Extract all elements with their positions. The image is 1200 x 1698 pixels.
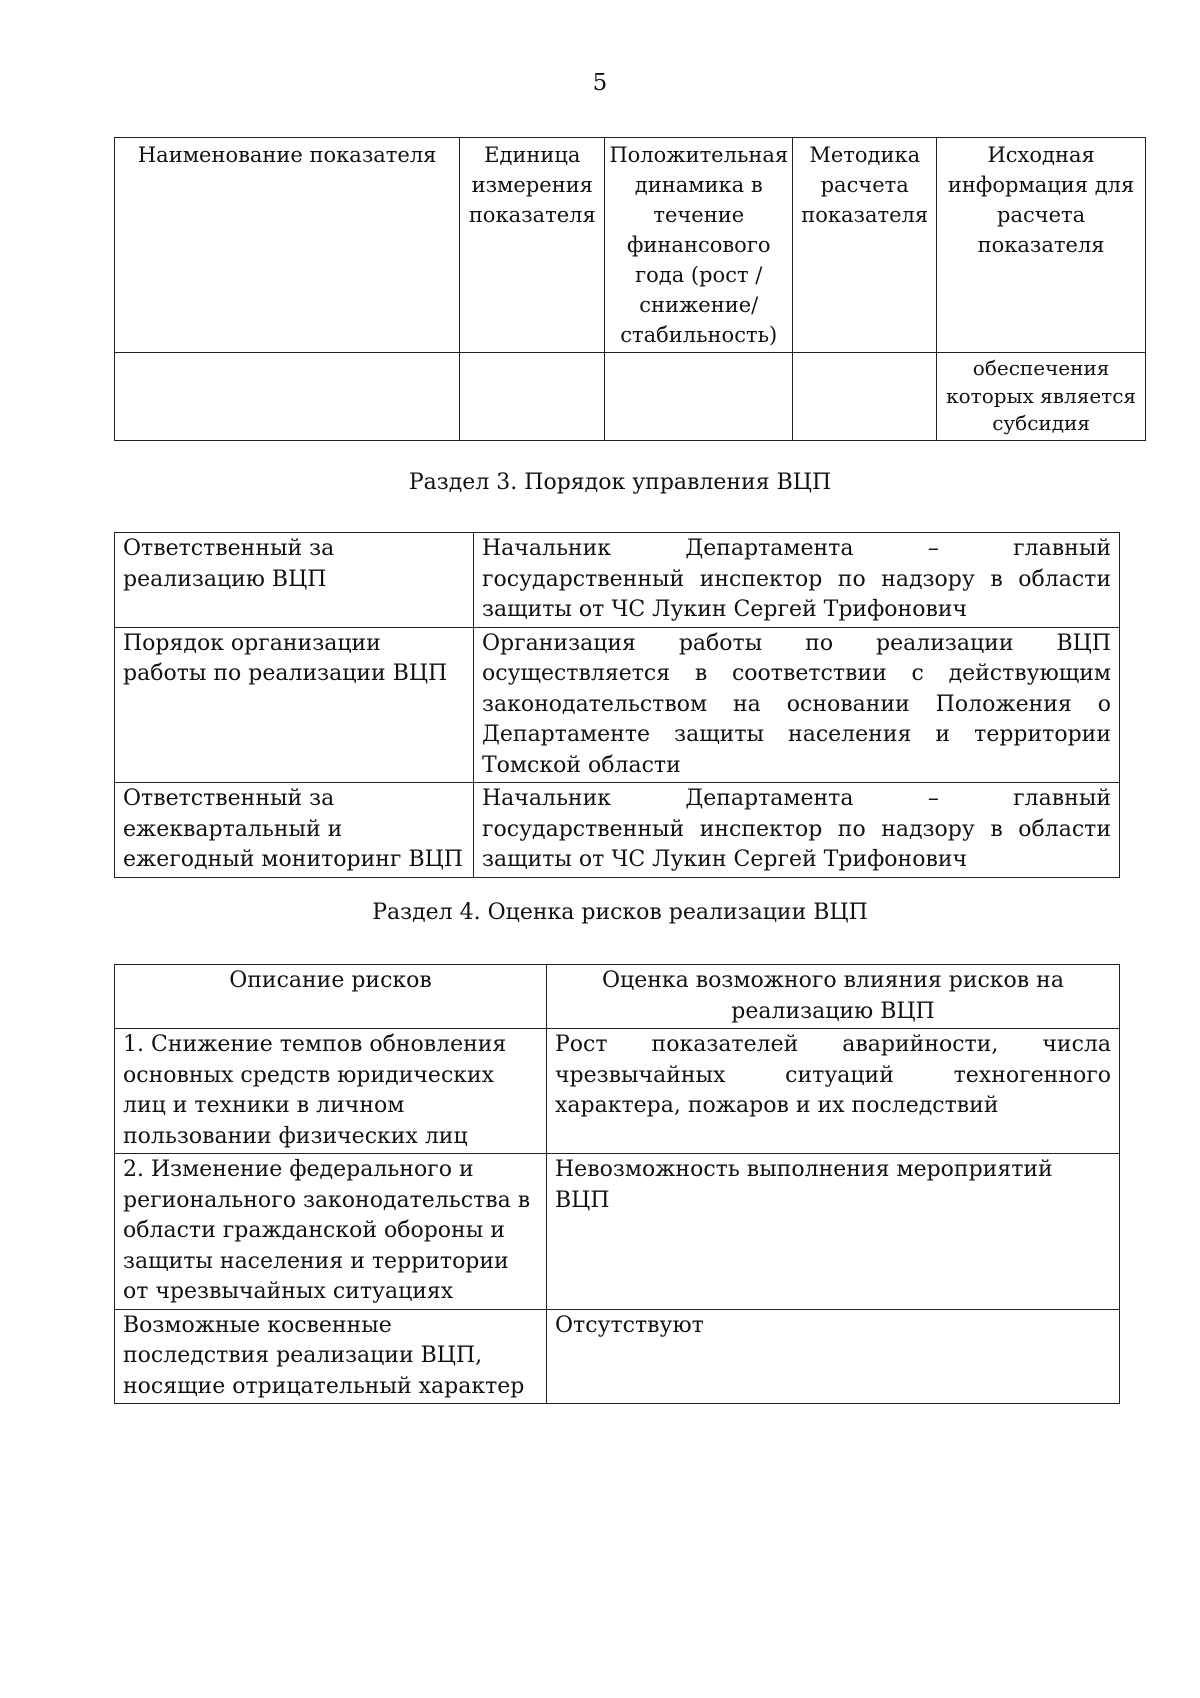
management-row [115,783,1120,878]
management-table [114,532,1120,878]
risks-row [115,1309,1120,1404]
risks-table [114,964,1120,1404]
risk-impact: Отсутствуют [547,1309,1120,1404]
indicator-header-method: Методика расчета показателя [793,138,937,353]
risk-description: 2. Изменение федерального и регионального законодательства в области гражданской обороны и защиты населения и территории от чрезвычайных ситуациях [115,1154,547,1310]
indicator-header-name: Наименование показателя [115,138,460,353]
risk-impact: Невозможность выполнения мероприятий ВЦП [547,1154,1120,1310]
risk-description: Возможные косвенные последствия реализации ВЦП, носящие отрицательный характер [115,1309,547,1404]
management-value: Начальник Департамента – главный государственный инспектор по надзору в области защиты от ЧС Лукин Сергей Трифонович [474,783,1120,878]
management-label: Порядок организации работы по реализации ВЦП [115,627,474,783]
indicator-header-source: Исходная информация для расчета показателя [937,138,1146,353]
indicator-cell [793,353,937,441]
risks-header-impact: Оценка возможного влияния рисков на реализацию ВЦП [547,965,1120,1029]
indicator-table [114,137,1146,441]
risks-row [115,1029,1120,1154]
management-label: Ответственный за ежеквартальный и ежегодный мониторинг ВЦП [115,783,474,878]
indicator-header-dynamics: Положительная динамика в течение финансового года (рост / снижение/ стабильность) [605,138,793,353]
risks-header-row [115,965,1120,1029]
management-value: Организация работы по реализации ВЦП осуществляется в соответствии с действующим законодательством на основании Положения о Департаменте защиты населения и территории Томской области [474,627,1120,783]
indicator-continuation-row [115,353,1146,441]
indicator-cell [460,353,605,441]
risk-description: 1. Снижение темпов обновления основных средств юридических лиц и техники в личном пользовании физических лиц [115,1029,547,1154]
section3-title: Раздел 3. Порядок управления ВЦП [408,470,832,495]
indicator-header-unit: Единица измерения показателя [460,138,605,353]
risk-impact: Рост показателей аварийности, числа чрезвычайных ситуаций техногенного характера, пожаров и их последствий [547,1029,1120,1154]
management-value: Начальник Департамента – главный государственный инспектор по надзору в области защиты от ЧС Лукин Сергей Трифонович [474,533,1120,628]
management-label: Ответственный за реализацию ВЦП [115,533,474,628]
management-row [115,533,1120,628]
management-row [115,627,1120,783]
indicator-cell-source: обеспечения которых является субсидия [937,353,1146,441]
indicator-cell [605,353,793,441]
indicator-cell [115,353,460,441]
risks-header-description: Описание рисков [115,965,547,1029]
risks-row [115,1154,1120,1310]
page-number: 5 [592,70,608,96]
section4-title: Раздел 4. Оценка рисков реализации ВЦП [372,900,868,925]
indicator-header-row [115,138,1146,353]
